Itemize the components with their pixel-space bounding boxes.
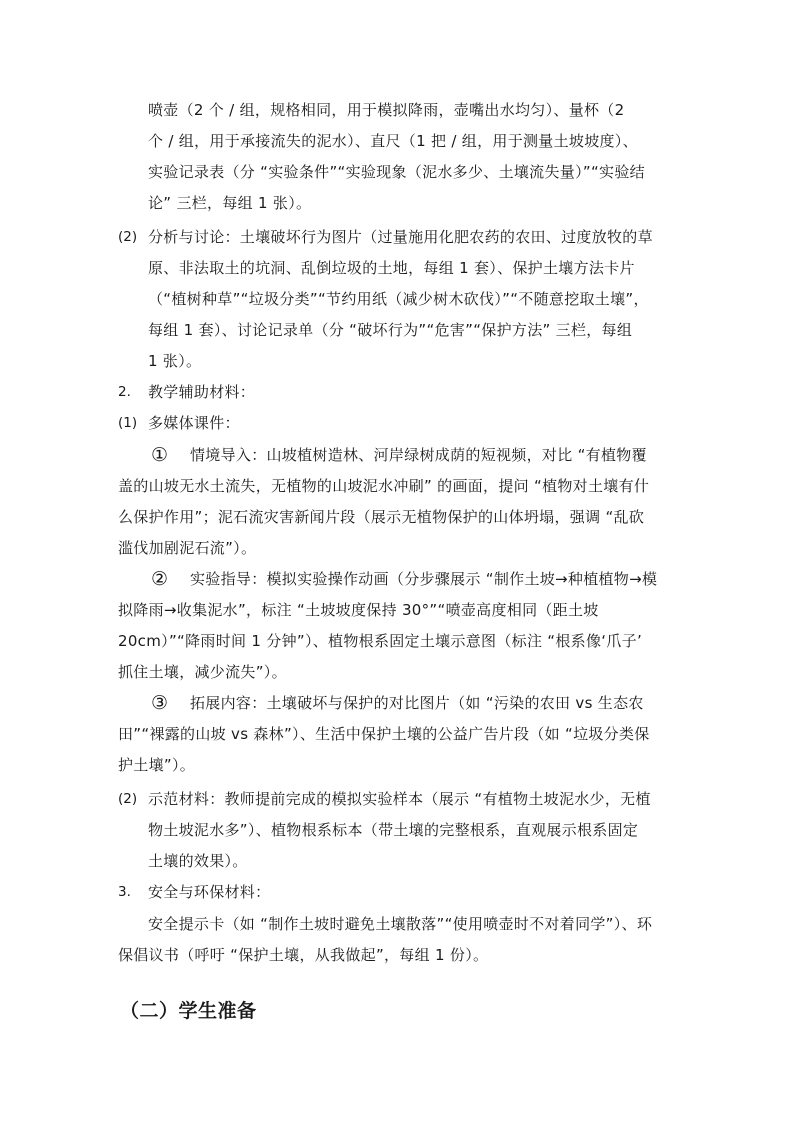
item-number: (2) bbox=[118, 229, 138, 245]
text-line: 20cm）”“降雨时间 1 分钟”）、植物根系固定土壤示意图（标注 “根系像‘爪子’ bbox=[118, 632, 643, 650]
text-line: 个 / 组，用于承接流失的泥水）、直尺（1 把 / 组，用于测量土坡坡度）、 bbox=[148, 132, 638, 150]
text-line: 分析与讨论：土壤破坏行为图片（过量施用化肥农药的农田、过度放牧的草 bbox=[148, 228, 653, 246]
circled-number: ① bbox=[151, 444, 169, 466]
text-line: 物土坡泥水多”）、植物根系标本（带土壤的完整根系，直观展示根系固定 bbox=[148, 821, 639, 839]
text-line: 么保护作用”；泥石流灾害新闻片段（展示无植物保护的山体坍塌，强调 “乱砍 bbox=[118, 508, 645, 526]
text-line: 示范材料：教师提前完成的模拟实验样本（展示 “有植物土坡泥水少，无植 bbox=[148, 790, 651, 808]
text-line: 拓展内容：土壤破坏与保护的对比图片（如 “污染的农田 vs 生态农 bbox=[190, 694, 644, 712]
text-line: （“植树种草”“垃圾分类”“节约用纸（减少树木砍伐）”“不随意挖取土壤”， bbox=[148, 290, 649, 308]
text-line: 喷壶（2 个 / 组，规格相同，用于模拟降雨，壶嘴出水均匀）、量杯（2 bbox=[148, 101, 625, 119]
text-line: 拟降雨→收集泥水”，标注 “土坡坡度保持 30°”“喷壶高度相同（距土坡 bbox=[118, 601, 599, 619]
text-line: 盖的山坡无水土流失，无植物的山坡泥水冲刷” 的画面，提问 “植物对土壤有什 bbox=[118, 477, 650, 495]
section-label: 多媒体课件： bbox=[148, 414, 240, 432]
text-line: 实验指导：模拟实验操作动画（分步骤展示 “制作土坡→种植植物→模 bbox=[190, 570, 658, 588]
item-number: (1) bbox=[118, 415, 138, 431]
text-line: 保倡议书（呼吁 “保护土壤，从我做起”，每组 1 份）。 bbox=[118, 946, 489, 964]
section-label: 安全与环保材料： bbox=[148, 883, 271, 901]
text-line: 每组 1 套）、讨论记录单（分 “破坏行为”“危害”“保护方法” 三栏，每组 bbox=[148, 321, 633, 339]
item-number: 2. bbox=[118, 384, 131, 400]
circled-number: ③ bbox=[151, 692, 169, 714]
section-heading: （二）学生准备 bbox=[120, 1000, 257, 1022]
text-line: 安全提示卡（如 “制作土坡时避免土壤散落”“使用喷壶时不对着同学”）、环 bbox=[148, 915, 653, 933]
text-line: 抓住土壤，减少流失”）。 bbox=[118, 663, 287, 681]
text-line: 滥伐加剧泥石流”）。 bbox=[118, 539, 257, 557]
text-line: 论” 三栏，每组 1 张）。 bbox=[148, 194, 312, 212]
text-line: 情境导入：山坡植树造林、河岸绿树成荫的短视频，对比 “有植物覆 bbox=[190, 446, 647, 464]
item-number: (2) bbox=[118, 791, 138, 807]
text-line: 实验记录表（分 “实验条件”“实验现象（泥水多少、土壤流失量）”“实验结 bbox=[148, 163, 645, 181]
text-line: 原、非法取土的坑洞、乱倒垃圾的土地，每组 1 套）、保护土壤方法卡片 bbox=[148, 259, 635, 277]
section-label: 教学辅助材料： bbox=[148, 383, 256, 401]
text-line: 护土壤”）。 bbox=[118, 756, 196, 774]
circled-number: ② bbox=[151, 568, 169, 590]
text-line: 田”“裸露的山坡 vs 森林”）、生活中保护土壤的公益广告片段（如 “垃圾分类保 bbox=[118, 725, 650, 743]
item-number: 3. bbox=[118, 884, 131, 900]
text-line: 1 张）。 bbox=[148, 352, 202, 370]
text-line: 土壤的效果）。 bbox=[148, 852, 248, 870]
